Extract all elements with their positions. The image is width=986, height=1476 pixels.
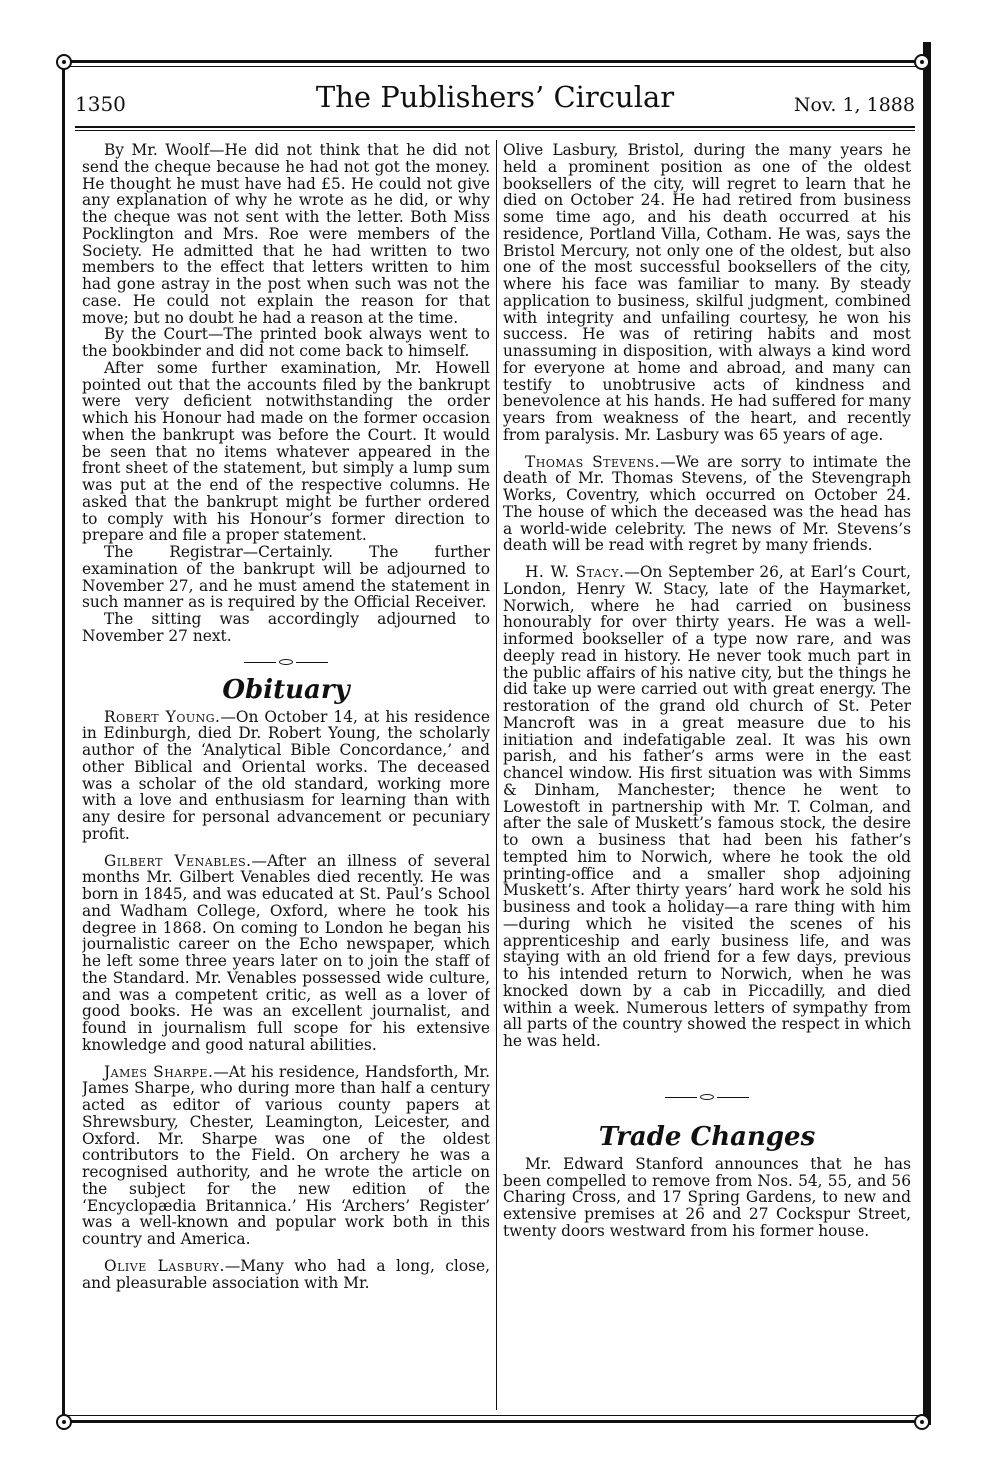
- entry-name: Gilbert Venables.: [104, 851, 252, 870]
- page-number: 1350: [75, 92, 126, 116]
- bottom-border-rule: [65, 1420, 923, 1423]
- entry-text: —After an illness of several months Mr. Gilbert Venables died recently. He was born in 1845, and was educated at St. Paul’s School and Wadham College, Oxford, where he took his degree in 1868. On coming to London he began his journalistic career on the Echo newspaper, which he left some three years later on to join the staff of the Standard. Mr. Venables possessed wide culture, and was a competent critic, as well as a lover of good books. He was an excellent journalist, and found in journalism full scope for his extensive knowledge and good natural abilities.: [82, 851, 490, 1054]
- entry-text: —On October 14, at his residence in Edinburgh, died Dr. Robert Young, the scholarly author of the ‘Analytical Bible Concordance,’ and other Biblical and Oriental works. The deceased was a scholar of the old standard, working more with a love and enthusiasm for learning than with any desire for personal advancement or pecuniary profit.: [82, 707, 490, 843]
- obituary-entry-stevens: [503, 454, 911, 555]
- trade-changes-entry: Mr. Edward Stanford announces that he has been compelled to remove from Nos. 54, 55, and 56 Charing Cross, and 17 Spring Gardens, to new and extensive premises at 26 and 27 Cockspur Street, twenty doors westward from his former house.: [503, 1154, 911, 1240]
- left-column: [82, 142, 490, 1410]
- bottom-border-rule-thin: [65, 1415, 923, 1416]
- entry-name: Robert Young.: [104, 707, 221, 726]
- corner-ornament-icon: [56, 1414, 72, 1430]
- obituary-entry-lasbury-continued: Olive Lasbury, Bristol, during the many years he held a prominent position as one of the oldest booksellers of the city, will regret to learn that he died on October 24. He had retired from business some time ago, and his death occurred at his residence, Portland Villa, Cotham. He was, says the Bristol Mercury, not only one of the oldest, but also one of the most successful booksellers of the city, where his face was familiar to many. By steady application to business, skilful judgment, combined with integrity and unfailing courtesy, he won his success. He was of retiring habits and most unassuming in disposition, with always a kind word for everyone at home and abroad, and many can testify to unobtrusive acts of kindness and benevolence at his hands. He had suffered for many years from weakness of the heart, and recently from paralysis. Mr. Lasbury was 65 years of age.: [503, 142, 911, 444]
- paragraph: By Mr. Woolf—He did not think that he did not send the cheque because he had not got the money. He thought he must have had £5. He could not give any explanation of why he wrote as he did, or why the cheque was not sent with the letter. Both Miss Pocklington and Mrs. Roe were members of the Society. He admitted that he had written to two members to the effect that letters written to him had gone astray in the post when such was not the case. He could not explain the reason for that move; but no doubt he had a reason at the time.: [82, 142, 490, 327]
- section-separator: [82, 651, 490, 673]
- top-border-rule-thin: [65, 66, 923, 67]
- page-header: [75, 80, 915, 126]
- header-rule: [75, 126, 915, 128]
- header-rule-thin: [75, 130, 915, 131]
- entry-text: —At his residence, Handsforth, Mr. James Sharpe, who during more than half a century acted as editor of various county papers at Shrewsbury, Chester, Leamington, Leicester, and Oxford. Mr. Sharpe was one of the oldest contributors to the Field. On archery he was a recognised authority, and he wrote the article on the subject for the new edition of the ‘Encyclopædia Britannica.’ His ‘Archers’ Register’ was a well-known and popular work both in this country and America.: [82, 1062, 490, 1248]
- right-column: [503, 142, 911, 1410]
- section-separator: [503, 1086, 911, 1108]
- entry-name: Thomas Stevens.: [525, 452, 661, 471]
- entry-text: —We are sorry to intimate the death of Mr. Thomas Stevens, of the Stevengraph Works, Coventry, which occurred on October 24. The house of which the deceased was the head has a world-wide celebrity. The news of Mr. Stevens’s death will be read with regret by many friends.: [503, 452, 911, 555]
- corner-ornament-icon: [914, 54, 930, 70]
- top-border-rule: [65, 60, 923, 63]
- running-title: The Publishers’ Circular: [315, 80, 675, 114]
- paragraph: By the Court—The printed book always went to the bookbinder and did not come back to himself.: [82, 325, 490, 360]
- paragraph: After some further examination, Mr. Howell pointed out that the accounts filed by the bankrupt were very deficient notwithstanding the order which his Honour had made on the former occasion when the bankrupt was before the Court. It would be seen that no items whatever appeared in the front sheet of the statement, but simply a lump sum was put at the end of the respective columns. He asked that the bankrupt might be further ordered to comply with his Honour’s former direction to prepare and file a proper statement.: [82, 358, 490, 545]
- obituary-entry-young: [82, 709, 490, 843]
- right-border-rule: [923, 42, 931, 1425]
- obituary-entry-sharpe: [82, 1064, 490, 1248]
- column-divider: [496, 140, 497, 1410]
- entry-text: —On September 26, at Earl’s Court, London, Henry W. Stacy, late of the Haymarket, Norwich, where he had carried on business honourably for over thirty years. He was a well-informed bookseller of a type now rare, and was deeply read in history. He never took much part in the public affairs of his native city, but the things he did take up were carried out with great energy. The restoration of the grand old church of St. Peter Mancroft was in a great measure due to his initiation and indefatigable zeal. It was his own parish, and his father’s arms were in the east chancel window. His first situation was with Simms & Dinham, Manchester; thence he went to Lowestoft in partnership with Mr. T. Colman, and after the sale of Muskett’s famous stock, the desire to own a business that had been his father’s tempted him to Norwich, where he took the old printing-office and a smaller shop adjoining Muskett’s. After thirty years’ hard work he sold his business and took a holiday—a rare thing with him—during which he visited the scenes of his apprenticeship and early business life, and was staying with an old friend for a few days, previous to his intended return to Norwich, when he was knocked down by a cab in Piccadilly, and died within a week. Numerous letters of sympathy from all parts of the country showed the respect in which he was held.: [503, 563, 911, 1050]
- corner-ornament-icon: [56, 54, 72, 70]
- entry-name: H. W. Stacy.: [525, 563, 625, 581]
- entry-text: —Many who had a long, close, and pleasurable association with Mr.: [82, 1256, 490, 1292]
- issue-date: Nov. 1, 1888: [793, 94, 915, 116]
- obituary-heading: Obituary: [222, 674, 350, 705]
- paragraph: The sitting was accordingly adjourned to November 27 next.: [82, 610, 490, 645]
- obituary-entry-stacy: [503, 564, 911, 1050]
- entry-name: James Sharpe.: [104, 1062, 214, 1081]
- paragraph: The Registrar—Certainly. The further examination of the bankrupt will be adjourned to November 27, and he must amend the statement in such manner as is required by the Official Receiver.: [82, 543, 490, 612]
- trade-changes-heading: Trade Changes: [598, 1121, 816, 1152]
- left-border-rule: [62, 60, 65, 1423]
- entry-name: Olive Lasbury.: [104, 1256, 225, 1275]
- obituary-entry-venables: [82, 853, 490, 1054]
- corner-ornament-icon: [914, 1414, 930, 1430]
- obituary-entry-lasbury: [82, 1258, 490, 1292]
